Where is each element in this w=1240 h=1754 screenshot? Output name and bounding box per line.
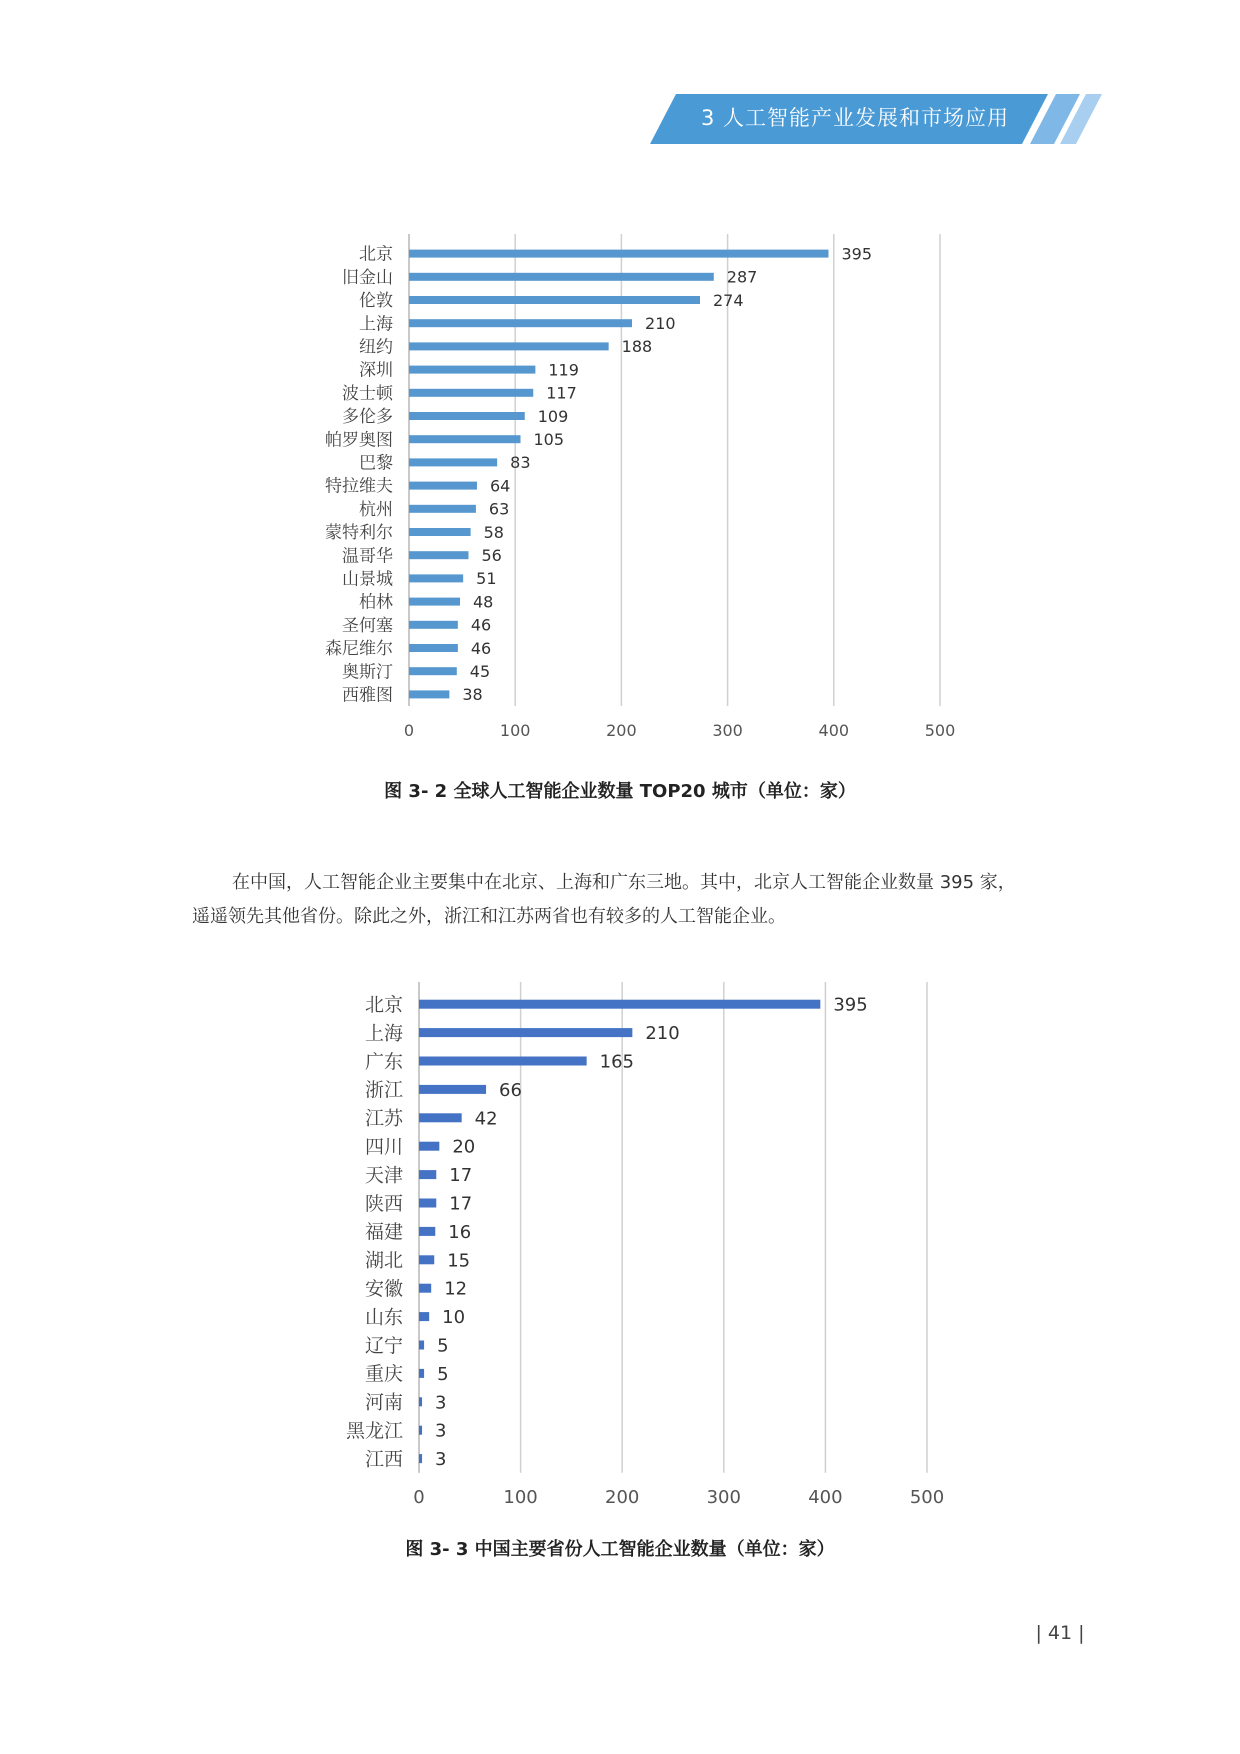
bar [409, 690, 449, 698]
bar [409, 250, 828, 258]
x-tick-label: 0 [413, 1486, 425, 1508]
data-label: 165 [599, 1051, 634, 1073]
body-paragraph [192, 866, 1092, 934]
data-label: 117 [546, 383, 577, 403]
category-label: 西雅图 [342, 685, 393, 706]
category-label: 山东 [364, 1306, 403, 1329]
data-label: 395 [833, 994, 868, 1016]
category-label: 深圳 [359, 360, 393, 381]
data-label: 109 [537, 406, 569, 426]
data-label: 42 [474, 1108, 498, 1130]
x-tick-label: 500 [924, 721, 956, 740]
data-label: 15 [447, 1250, 471, 1272]
category-label: 江西 [364, 1448, 403, 1471]
bar [419, 1113, 462, 1122]
bar [409, 482, 477, 490]
bar [409, 412, 525, 420]
category-label: 湖北 [364, 1249, 403, 1272]
bar [409, 296, 700, 304]
data-label: 63 [488, 499, 510, 519]
data-label: 16 [448, 1221, 472, 1243]
data-label: 3 [435, 1420, 447, 1442]
category-label: 广东 [364, 1050, 403, 1073]
bar [419, 1057, 587, 1066]
paragraph-line-1: 在中国，人工智能企业主要集中在北京、上海和广东三地。其中，北京人工智能企业数量 395 家， [232, 872, 1016, 893]
paragraph-line-2: 遥遥领先其他省份。除此之外，浙江和江苏两省也有较多的人工智能企业。 [192, 906, 786, 927]
category-label: 纽约 [359, 337, 393, 358]
bar [419, 1142, 439, 1151]
bar [409, 528, 471, 536]
data-label: 20 [452, 1136, 476, 1158]
figure-caption-3-2: 图 3- 2 全球人工智能企业数量 TOP20 城市（单位：家） [384, 781, 856, 802]
data-label: 64 [489, 476, 511, 496]
data-label: 210 [645, 313, 676, 333]
category-label: 上海 [359, 314, 393, 335]
data-label: 3 [435, 1449, 447, 1471]
bar [419, 1170, 436, 1179]
x-tick-label: 100 [499, 721, 531, 740]
chart-global-top20-cities [0, 230, 1240, 750]
bar [419, 1397, 422, 1406]
bar [419, 1000, 820, 1009]
x-tick-label: 100 [503, 1486, 538, 1508]
bar [409, 319, 632, 327]
x-tick-label: 300 [712, 721, 743, 740]
chart-china-provinces [0, 980, 1240, 1520]
bar [409, 435, 521, 443]
bar [409, 574, 463, 582]
category-label: 帕罗奥图 [325, 430, 393, 451]
chapter-title: 3 人工智能产业发展和市场应用 [700, 106, 1010, 130]
category-label: 旧金山 [342, 267, 393, 288]
bar [419, 1312, 429, 1321]
data-label: 46 [470, 638, 492, 658]
data-label: 58 [483, 522, 504, 542]
bar [409, 389, 533, 397]
bar [409, 273, 714, 281]
bar [419, 1454, 422, 1463]
x-tick-label: 400 [808, 1486, 843, 1508]
bar [409, 551, 468, 559]
category-label: 奥斯汀 [342, 662, 393, 683]
bar [419, 1085, 486, 1094]
data-label: 119 [548, 360, 579, 380]
data-label: 38 [462, 685, 483, 705]
data-label: 51 [476, 569, 497, 589]
data-label: 66 [499, 1079, 522, 1101]
category-label: 森尼维尔 [325, 639, 393, 660]
data-label: 395 [841, 244, 873, 264]
category-label: 陕西 [364, 1192, 403, 1215]
bar [419, 1426, 422, 1435]
x-tick-label: 500 [909, 1486, 945, 1508]
category-label: 波士顿 [342, 383, 393, 404]
bar [419, 1227, 435, 1236]
x-tick-label: 400 [818, 721, 850, 740]
figure-caption-3-3: 图 3- 3 中国主要省份人工智能企业数量（单位：家） [405, 1539, 835, 1560]
category-label: 重庆 [364, 1363, 403, 1386]
bar [419, 1255, 434, 1264]
category-label: 北京 [364, 994, 403, 1017]
category-label: 辽宁 [364, 1334, 403, 1357]
category-label: 北京 [359, 244, 393, 265]
data-label: 105 [533, 429, 565, 449]
page-number: | 41 | [1035, 1622, 1085, 1644]
bar [409, 621, 458, 629]
category-label: 柏林 [359, 592, 393, 613]
category-label: 安徽 [364, 1278, 403, 1301]
x-tick-label: 0 [403, 721, 415, 740]
data-label: 210 [645, 1023, 680, 1045]
category-label: 上海 [364, 1022, 403, 1045]
category-label: 杭州 [359, 499, 393, 520]
category-label: 福建 [364, 1221, 403, 1244]
data-label: 188 [621, 337, 653, 357]
bar [409, 598, 460, 606]
bar [409, 644, 458, 652]
category-label: 蒙特利尔 [325, 523, 393, 544]
data-label: 5 [437, 1335, 449, 1357]
data-label: 56 [481, 545, 502, 565]
data-label: 274 [712, 290, 744, 310]
data-label: 10 [442, 1307, 466, 1329]
bar [409, 366, 535, 374]
data-label: 83 [510, 453, 531, 473]
data-label: 45 [469, 661, 491, 681]
data-label: 12 [444, 1278, 468, 1300]
x-tick-label: 200 [606, 721, 637, 740]
category-label: 伦敦 [359, 291, 393, 312]
category-label: 江苏 [364, 1107, 403, 1130]
bar [409, 342, 609, 350]
data-label: 3 [435, 1392, 447, 1414]
category-label: 圣何塞 [342, 615, 393, 636]
data-label: 5 [437, 1363, 449, 1385]
bar [419, 1284, 431, 1293]
x-tick-label: 200 [605, 1486, 640, 1508]
data-label: 46 [470, 615, 492, 635]
bar [419, 1369, 424, 1378]
header-banner [0, 94, 1240, 144]
x-tick-label: 300 [706, 1486, 741, 1508]
bar [419, 1341, 424, 1350]
category-label: 巴黎 [359, 453, 393, 474]
category-label: 天津 [364, 1164, 403, 1187]
data-label: 17 [449, 1165, 473, 1187]
bar [409, 667, 457, 675]
category-label: 山景城 [342, 569, 393, 590]
data-label: 287 [726, 267, 758, 287]
category-label: 多伦多 [342, 407, 393, 428]
category-label: 四川 [364, 1136, 403, 1159]
data-label: 48 [472, 592, 494, 612]
bar [409, 505, 476, 513]
bar [419, 1028, 632, 1037]
category-label: 特拉维夫 [325, 476, 393, 497]
category-label: 浙江 [364, 1079, 403, 1102]
data-label: 17 [449, 1193, 473, 1215]
category-label: 河南 [364, 1391, 403, 1414]
category-label: 黑龙江 [345, 1420, 403, 1443]
bar [409, 458, 497, 466]
category-label: 温哥华 [342, 546, 393, 567]
bar [419, 1199, 436, 1208]
